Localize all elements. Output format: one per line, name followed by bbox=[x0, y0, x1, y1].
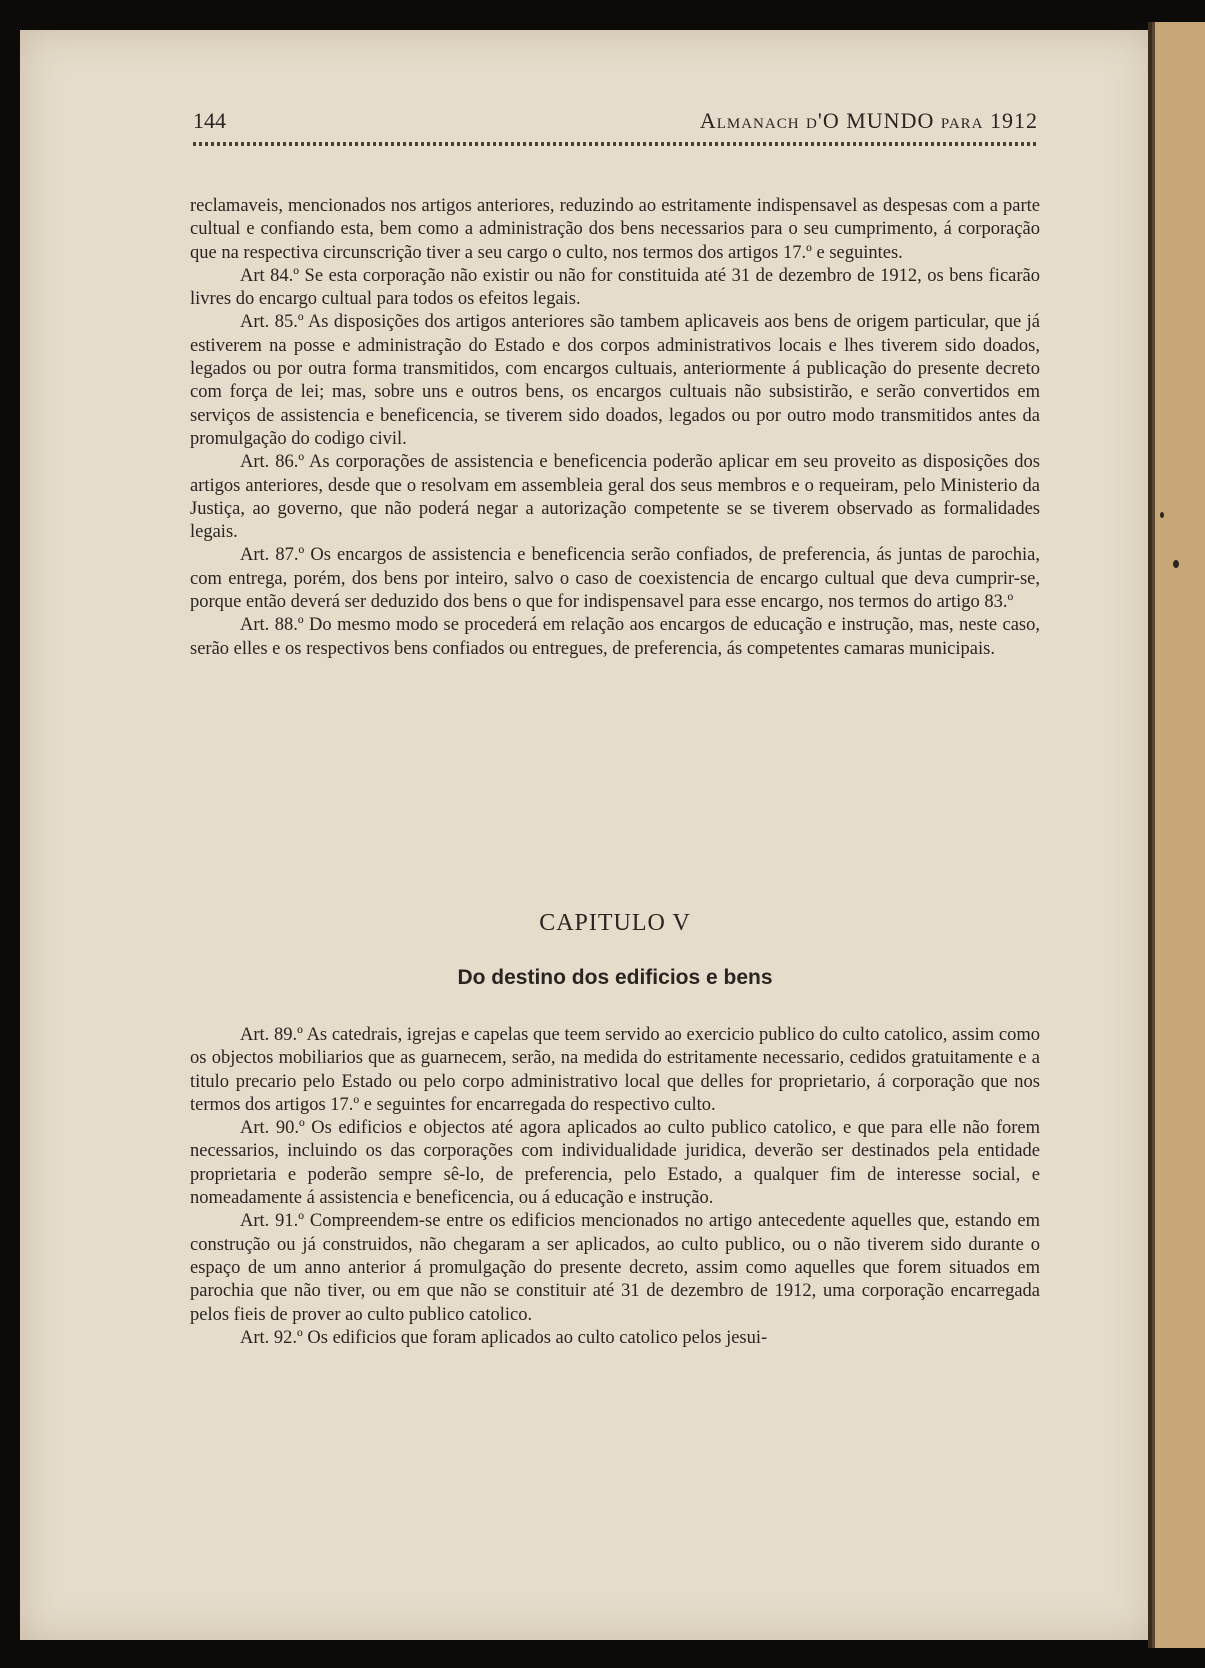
body-text-top bbox=[190, 195, 1040, 661]
article-91: Art. 91.º Compreendem-se entre os edificios mencionados no artigo antecedente aquelles que, estando em construção ou já construidos, não chegaram a ser aplicados, ao culto publico, ou o não tiverem sido durante o espaço de um anno anterior á promulgação do presente decreto, assim como aquelles que forem situados em parochia que não tiver, ou em que não se constituir até 31 de dezembro de 1912, uma corporação encarregada pelos fieis de prover ao culto publico catolico. bbox=[190, 1211, 1040, 1325]
section-heading: Do destino dos edificios e bens bbox=[457, 966, 773, 989]
paragraph-continuation: reclamaveis, mencionados nos artigos anteriores, reduzindo ao estritamente indispensavel as despesas com a parte cultual e confiando esta, bem como a administração dos bens necessarios para o seu cumprimento, á corporação que na respectiva circunscrição tiver a seu cargo o culto, nos termos dos artigos 17.º e seguintes. bbox=[190, 196, 1040, 263]
margin-speck bbox=[1160, 512, 1164, 518]
article-86: Art. 86.º As corporações de assistencia e beneficencia poderão aplicar em seu proveito as disposições dos artigos anteriores, desde que o resolvam em assembleia geral dos seus membros e o requeiram, pelo Ministerio da Justiça, ao governo, que não poderá negar a autorização competente se se tiverem observado as formalidades legais. bbox=[190, 452, 1040, 543]
article-85: Art. 85.º As disposições dos artigos anteriores são tambem aplicaveis aos bens de origem particular, que já estiverem na posse e administração do Estado e dos corpos administrativos locais e lhes tiverem sido doados, legados ou por outra forma transmitidos, com encargos cultuais, anteriormente á publicação do presente decreto com força de lei; mas, sobre uns e outros bens, os encargos cultuais não subsistirão, e serão convertidos em serviços de assistencia e beneficencia, se tiverem sido doados, legados ou por outro modo transmitidos antes da promulgação do codigo civil. bbox=[190, 312, 1040, 449]
adjacent-page-edge bbox=[1152, 22, 1205, 1648]
header-rule bbox=[193, 142, 1038, 146]
running-title bbox=[700, 108, 1038, 134]
running-title-suffix: para 1912 bbox=[934, 108, 1038, 133]
article-87: Art. 87.º Os encargos de assistencia e beneficencia serão confiados, de preferencia, ás juntas de parochia, com entrega, porém, dos bens por inteiro, salvo o caso de coexistencia de encargo cultual que deva cumprir-se, porque então deverá ser deduzido dos bens o que for indispensavel para esse encargo, nos termos do artigo 83.º bbox=[190, 545, 1040, 613]
running-title-mundo: MUNDO bbox=[846, 108, 935, 133]
page-number: 144 bbox=[193, 108, 226, 133]
running-title-prefix: Almanach d'O bbox=[699, 108, 847, 133]
article-84: Art 84.º Se esta corporação não existir ou não for constituida até 31 de dezembro de 1912, os bens ficarão livres do encargo cultual para todos os efeitos legais. bbox=[190, 265, 1040, 310]
margin-speck bbox=[1173, 560, 1179, 568]
article-88: Art. 88.º Do mesmo modo se procederá em relação aos encargos de educação e instrução, mas, neste caso, serão elles e os respectivos bens confiados ou entregues, de preferencia, ás competentes camaras municipais. bbox=[190, 615, 1040, 659]
article-89: Art. 89.º As catedrais, igrejas e capelas que teem servido ao exercicio publico do culto catolico, assim como os objectos mobiliarios que as guarnecem, serão, na medida do estritamente necessario, cedidos gratuitamente e a titulo precario pelo Estado ou pelo corpo administrativo local que delles for proprietario, á corporação que nos termos dos artigos 17.º e seguintes for encarregada do respectivo culto. bbox=[190, 1025, 1040, 1115]
chapter-heading: CAPITULO V bbox=[539, 910, 691, 936]
body-text-bottom bbox=[190, 1024, 1040, 1350]
article-92: Art. 92.º Os edificios que foram aplicados ao culto catolico pelos jesui- bbox=[240, 1327, 768, 1348]
article-90: Art. 90.º Os edificios e objectos até agora aplicados ao culto publico catolico, e que para elle não forem necessarios, incluindo os das corporações com individualidade juridica, deverão ser destinados pela entidade proprietaria e poderão sempre sê-lo, de preferencia, pelo Estado, a qualquer fim de interesse social, e nomeadamente á assistencia e beneficencia, ou á educação e instrução. bbox=[190, 1118, 1040, 1209]
page-header bbox=[193, 108, 1038, 144]
